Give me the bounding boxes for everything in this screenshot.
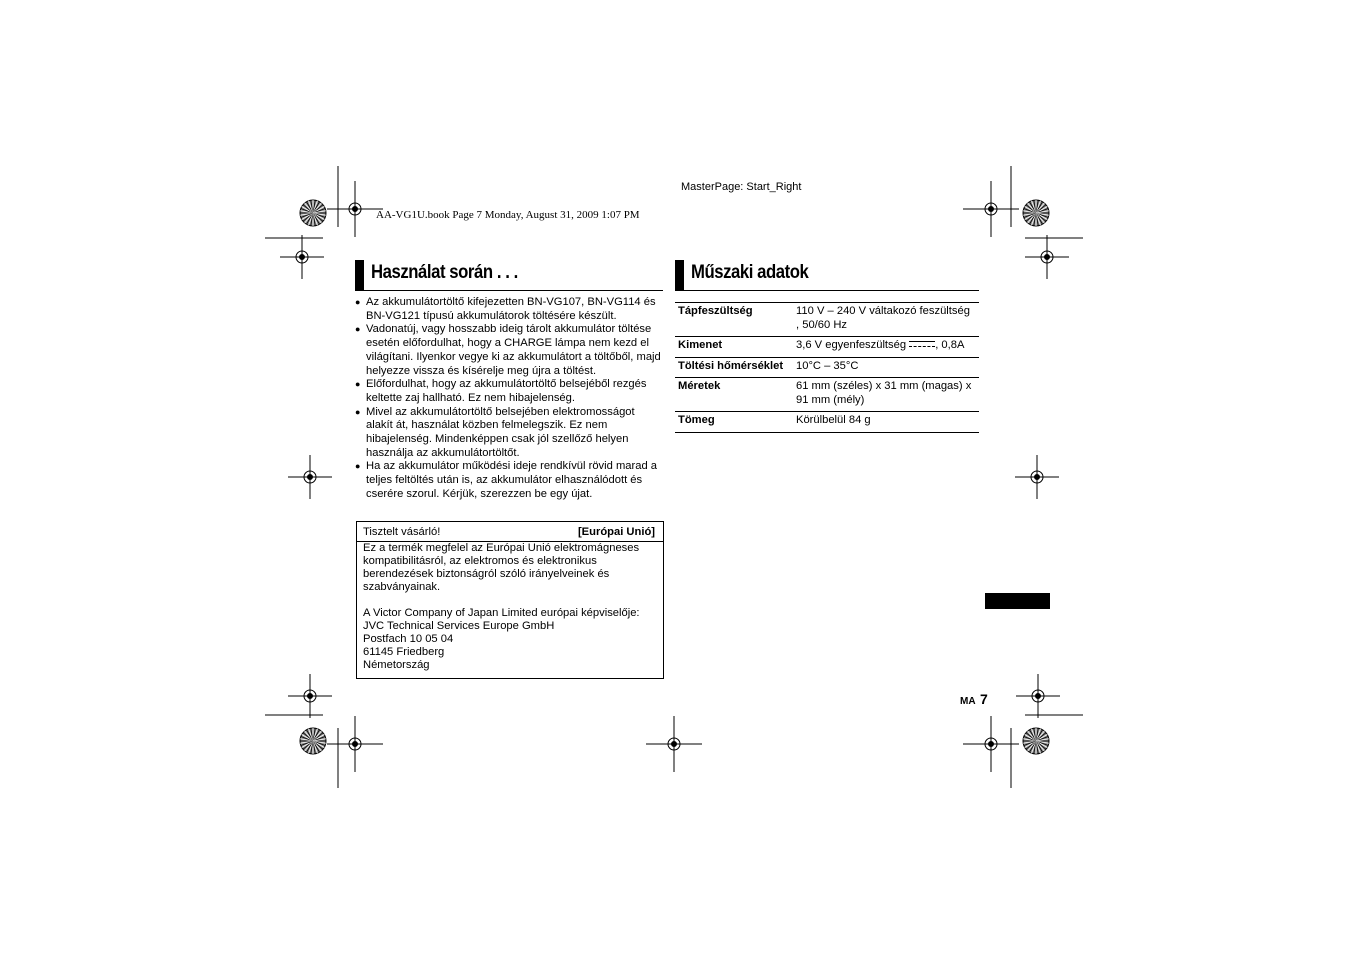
- spec-value: 10°C – 35°C: [793, 357, 979, 378]
- list-item: ● Előfordulhat, hogy az akkumulátortöltő belsejéből rezgés keltette zaj hallható. Ez nem hibajelenség.: [355, 378, 647, 404]
- registration-star-icon: [1023, 728, 1049, 754]
- registration-star-icon: [1023, 200, 1049, 226]
- bullet-icon: ●: [355, 324, 361, 335]
- eu-address-line: A Victor Company of Japan Limited európai képviselője:: [363, 607, 640, 619]
- specs-title: Műszaki adatok: [691, 262, 809, 283]
- table-row: [675, 378, 979, 412]
- spec-value: 61 mm (széles) x 31 mm (magas) x 91 mm (mély): [793, 378, 979, 412]
- spec-value: 110 V – 240 V váltakozó feszültség , 50/60 Hz: [793, 303, 979, 337]
- page-number: [960, 691, 988, 709]
- registration-star-icon: [300, 728, 326, 754]
- spec-label: Tömeg: [675, 412, 793, 433]
- language-tab-bar: [985, 593, 1050, 609]
- heading-bar: [675, 260, 684, 290]
- list-item: ● Mivel az akkumulátortöltő belsejében elektromosságot alakít át, használat közben felmelegszik. Ez nem hibajelenség. Mindenképpen csak jól szellőző helyen használja az akkumulátortöltőt.: [355, 405, 635, 459]
- eu-address-line: 61145 Friedberg: [363, 646, 445, 658]
- spec-value: Körülbelül 84 g: [793, 412, 979, 433]
- table-row: [675, 357, 979, 378]
- list-item: ● Vadonatúj, vagy hosszabb ideig tárolt akkumulátor töltése esetén előfordulhat, hogy a CHARGE lámpa nem kezd el világítani. Ilyenkor vegye ki az akkumulátort a töltőből, majd helyezze vissza és kísérelje meg újra a töltést.: [355, 323, 661, 377]
- eu-address-line: Németország: [363, 659, 430, 671]
- specs-section-header: [675, 260, 979, 291]
- spec-label: Töltési hőmérséklet: [675, 357, 793, 378]
- dc-symbol-icon: [909, 340, 935, 349]
- page-ma-label: MA: [960, 696, 976, 707]
- spec-label: Méretek: [675, 378, 793, 412]
- bullet-icon: ●: [355, 406, 361, 417]
- master-page-label: MasterPage: Start_Right: [681, 181, 802, 193]
- registration-star-icon: [300, 200, 326, 226]
- eu-address-line: JVC Technical Services Europe GmbH: [363, 620, 555, 632]
- eu-greeting: Tisztelt vásárló!: [363, 526, 441, 538]
- table-row: [675, 337, 979, 358]
- eu-notice-box: [356, 521, 664, 679]
- list-item: ● Ha az akkumulátor működési ideje rendkívül rövid marad a teljes feltöltés után is, az akkumulátor elhasználódott és cserére szorul. Kérjük, szerezzen be egy újat.: [355, 460, 658, 500]
- eu-region-label: [Európai Unió]: [577, 526, 655, 538]
- table-row: [675, 412, 979, 433]
- page-number-value: 7: [980, 691, 988, 707]
- bullet-icon: ●: [355, 297, 361, 307]
- usage-bullet-list: [355, 296, 663, 502]
- spec-value: 3,6 V egyenfeszültség , 0,8A: [793, 337, 979, 358]
- eu-paragraph: Ez a termék megfelel az Európai Unió elektromágneses kompatibilitásról, az elektromos és elektronikus berendezések biztonságról szóló irányelveinek és szabványainak.: [363, 542, 640, 593]
- usage-title: Használat során . . .: [371, 262, 518, 283]
- table-row: [675, 303, 979, 337]
- bullet-icon: ●: [355, 461, 361, 472]
- eu-address-line: Postfach 10 05 04: [363, 633, 454, 645]
- specs-table: [675, 302, 979, 433]
- eu-notice-header: [363, 526, 655, 539]
- list-item: ● Az akkumulátortöltő kifejezetten BN-VG107, BN-VG114 és BN-VG121 típusú akkumulátorok töltésére készült.: [355, 296, 656, 322]
- usage-section-header: [355, 260, 663, 291]
- spec-label: Tápfeszültség: [675, 303, 793, 337]
- book-info-line: AA-VG1U.book Page 7 Monday, August 31, 2009 1:07 PM: [376, 209, 640, 221]
- bullet-icon: ●: [355, 379, 361, 390]
- heading-bar: [355, 260, 364, 290]
- spec-label: Kimenet: [675, 337, 793, 358]
- eu-notice-body: [363, 542, 661, 672]
